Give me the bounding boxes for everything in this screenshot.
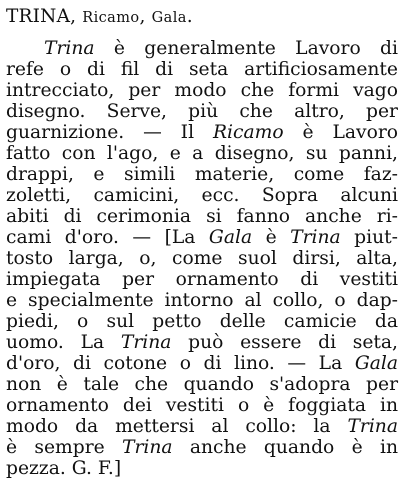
text-run: ornamento dei vestiti o è foggiata in bbox=[6, 395, 398, 416]
text-run: piut- bbox=[340, 227, 398, 248]
heading-term-ricamo: Ricamo bbox=[82, 10, 140, 26]
italic-term: Trina bbox=[122, 437, 173, 458]
text-run: abiti di cerimonia si fanno anche ri- bbox=[6, 206, 398, 227]
text-run: impiegata per ornamento di vestiti bbox=[6, 269, 398, 290]
text-line bbox=[6, 206, 398, 227]
text-line bbox=[6, 458, 398, 479]
text-line bbox=[44, 38, 398, 59]
italic-term: Ricamo bbox=[212, 122, 284, 143]
text-run: cami d'oro. — [La bbox=[6, 227, 209, 248]
text-line bbox=[6, 248, 398, 269]
heading-term-trina: TRINA, bbox=[6, 6, 83, 27]
text-run: fatto con l'ago, e a disegno, su panni, bbox=[6, 143, 398, 164]
text-line bbox=[6, 143, 398, 164]
text-run: è Lavoro bbox=[283, 122, 399, 143]
text-line bbox=[6, 353, 398, 374]
text-line bbox=[6, 122, 398, 143]
text-run: è generalmente Lavoro di bbox=[94, 38, 398, 59]
text-run: uomo. La bbox=[6, 332, 121, 353]
italic-term: Trina bbox=[347, 416, 398, 437]
text-run: disegno. Serve, più che altro, per bbox=[6, 101, 398, 122]
text-line bbox=[6, 374, 398, 395]
text-line bbox=[6, 311, 398, 332]
text-run: d'oro, di cotone o di lino. — La bbox=[6, 353, 355, 374]
entry-heading bbox=[6, 5, 193, 30]
text-run: intrecciato, per modo che formi vago bbox=[6, 80, 398, 101]
text-run: è bbox=[252, 227, 291, 248]
text-line bbox=[6, 416, 398, 437]
heading-term-gala: Gala bbox=[151, 10, 187, 26]
text-run: drappi, e simili materie, come faz- bbox=[6, 164, 398, 185]
text-line bbox=[6, 101, 398, 122]
text-line bbox=[6, 290, 398, 311]
italic-term: Trina bbox=[44, 38, 95, 59]
text-run: piedi, o sul petto delle camicie da bbox=[6, 311, 398, 332]
text-run: anche quando è in bbox=[172, 437, 398, 458]
text-line bbox=[6, 80, 398, 101]
text-run: modo da mettersi al collo: la bbox=[6, 416, 348, 437]
text-run: zoletti, camicini, ecc. Sopra alcuni bbox=[6, 185, 398, 206]
heading-period: . bbox=[186, 6, 193, 27]
text-line bbox=[6, 437, 398, 458]
text-line bbox=[6, 59, 398, 80]
text-run: non è tale che quando s'adopra per bbox=[6, 374, 398, 395]
text-run: guarnizione. — Il bbox=[6, 122, 213, 143]
text-line bbox=[6, 227, 398, 248]
heading-separator: , bbox=[139, 6, 152, 27]
text-run: pezza. G. F.] bbox=[6, 458, 122, 479]
text-run: e specialmente intorno al collo, o dap- bbox=[6, 290, 398, 311]
italic-term: Gala bbox=[208, 227, 253, 248]
italic-term: Gala bbox=[354, 353, 398, 374]
text-run: tosto larga, o, come suol dirsi, alta, bbox=[6, 248, 398, 269]
text-line bbox=[6, 395, 398, 416]
text-run: può essere di seta, bbox=[171, 332, 398, 353]
text-run: è sempre bbox=[6, 437, 122, 458]
italic-term: Trina bbox=[120, 332, 172, 353]
text-line bbox=[6, 332, 398, 353]
italic-term: Trina bbox=[290, 227, 341, 248]
text-line bbox=[6, 269, 398, 290]
text-line bbox=[6, 164, 398, 185]
text-line bbox=[6, 185, 398, 206]
text-run: refe o di fil di seta artificiosamente bbox=[6, 59, 398, 80]
